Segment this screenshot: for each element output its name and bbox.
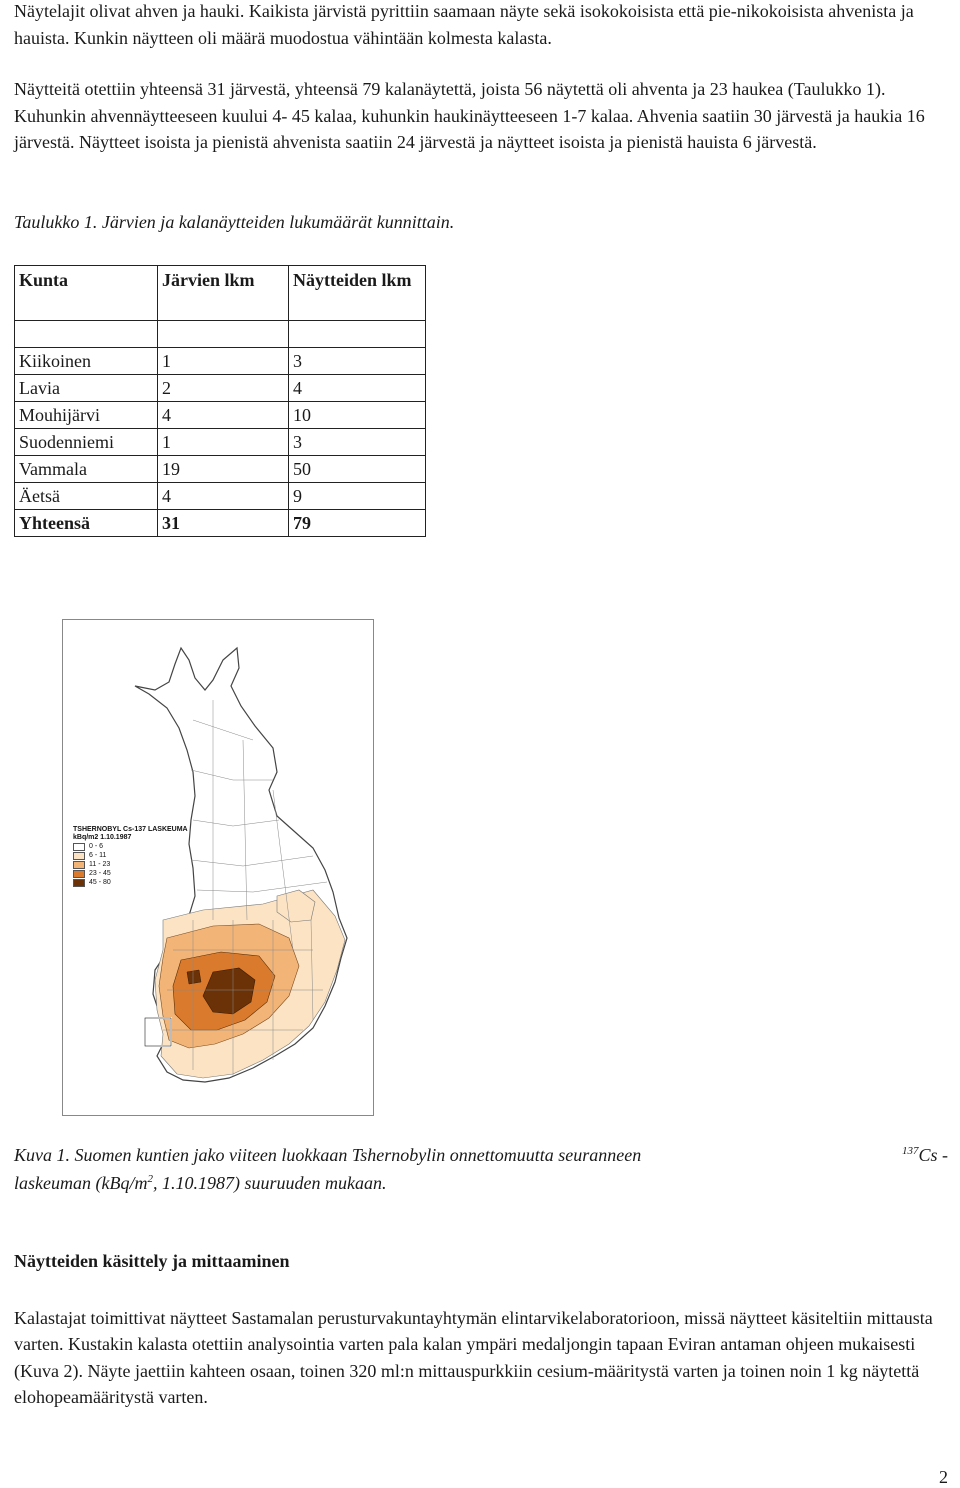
table-row: [15, 348, 426, 375]
cell-kunta: Lavia: [15, 375, 158, 402]
table-row: [15, 456, 426, 483]
cell-samples: 9: [289, 483, 426, 510]
cell-total-label: Yhteensä: [15, 510, 158, 537]
header-jarvien-lkm: Järvien lkm: [158, 266, 289, 321]
table-header-row: [15, 266, 426, 321]
legend-swatch: [73, 852, 85, 860]
cell-lakes: 4: [158, 402, 289, 429]
cell-lakes: 19: [158, 456, 289, 483]
table-row: [15, 402, 426, 429]
paragraph-sample-types: Näytelajit olivat ahven ja hauki. Kaikista järvistä pyrittiin saamaan näyte sekä isokokoisista että pie-nikokoisista ahvenista ja hauista. Kunkin näytteen oli määrä muodostua vähintään kolmesta kalasta.: [14, 1, 914, 48]
figure-caption-sup: 137: [901, 1145, 919, 1157]
map-legend: [73, 826, 188, 887]
cell-lakes: 2: [158, 375, 289, 402]
cell-lakes: 1: [158, 348, 289, 375]
cell-samples: 4: [289, 375, 426, 402]
cell-total-samples: 79: [289, 510, 426, 537]
cell-lakes: 1: [158, 429, 289, 456]
legend-item: 45 - 80: [73, 878, 188, 887]
finland-fallout-map: [62, 619, 374, 1116]
cell-total-lakes: 31: [158, 510, 289, 537]
legend-swatch: [73, 843, 85, 851]
cell-kunta: Äetsä: [15, 483, 158, 510]
legend-item: 23 - 45: [73, 869, 188, 878]
legend-swatch: [73, 861, 85, 869]
legend-subtitle: kBq/m2 1.10.1987: [73, 834, 132, 841]
cell-kunta: Kiikoinen: [15, 348, 158, 375]
cell-samples: 50: [289, 456, 426, 483]
cell-samples: 3: [289, 429, 426, 456]
zone-45-80-small: [187, 970, 201, 984]
cell-kunta: Suodenniemi: [15, 429, 158, 456]
table-row: [15, 429, 426, 456]
header-naytteiden-lkm: Näytteiden lkm: [289, 266, 426, 321]
paragraph-sample-processing: Kalastajat toimittivat näytteet Sastamalan perusturvakuntayhtymän elintarvikelaboratorioon, missä näytteet käsiteltiin mittausta varten. Kustakin kalasta otettiin analysointia varten pala kalan ympäri medaljongin tapaan Eviran antaman ohjeen mukaisesti (Kuva 2). Näyte jaettiin kahteen osaan, toinen 320 ml:n mittauspurkkiin cesium-määritystä varten ja toinen noin 1 kg näytettä elohopeamääritystä varten.: [14, 1308, 933, 1407]
lake-sample-table: [14, 265, 426, 537]
legend-title: TSHERNOBYL Cs-137 LASKEUMA: [73, 826, 188, 833]
cell-samples: 3: [289, 348, 426, 375]
table-total-row: [15, 510, 426, 537]
section-heading: Näytteiden käsittely ja mittaaminen: [14, 1251, 290, 1271]
figure-caption: Kuva 1. Suomen kuntien jako viiteen luokkaan Tshernobylin onnettomuutta seuranneen $^{137}$Cs - laskeuman ($kBq/m^2$, 1.10.1987) suuruuden mukaan.: [14, 1141, 948, 1197]
cell-samples: 10: [289, 402, 426, 429]
legend-item: 6 - 11: [73, 851, 188, 860]
page-number: 2: [939, 1467, 948, 1487]
cell-lakes: 4: [158, 483, 289, 510]
cell-kunta: Vammala: [15, 456, 158, 483]
table-row: [15, 375, 426, 402]
legend-swatch: [73, 870, 85, 878]
figure-caption-text: Kuva 1. Suomen kuntien jako viiteen luokkaan Tshernobylin onnettomuutta seuranneen: [14, 1145, 642, 1165]
paragraph-sample-counts: Näytteitä otettiin yhteensä 31 järvestä, yhteensä 79 kalanäytettä, joista 56 näytettä oli ahventa ja 23 haukea (Taulukko 1). Kuhunkin ahvennäytteeseen kuului 4- 45 kalaa, kuhunkin haukinäytteeseen 1-7 kalaa. Ahvenia saatiin 30 järvestä ja haukia 16 järvestä. Näytteet isoista ja pienistä ahvenista saatiin 24 järvestä ja näytteet isoista ja pienistä hauista 6 järvestä.: [14, 79, 925, 152]
table-caption: Taulukko 1. Järvien ja kalanäytteiden lukumäärät kunnittain.: [14, 212, 455, 232]
table-blank-row: [15, 321, 426, 348]
cell-kunta: Mouhijärvi: [15, 402, 158, 429]
legend-item: 0 - 6: [73, 842, 188, 851]
legend-item: 11 - 23: [73, 860, 188, 869]
table-row: [15, 483, 426, 510]
legend-swatch: [73, 879, 85, 887]
header-kunta: Kunta: [15, 266, 158, 321]
